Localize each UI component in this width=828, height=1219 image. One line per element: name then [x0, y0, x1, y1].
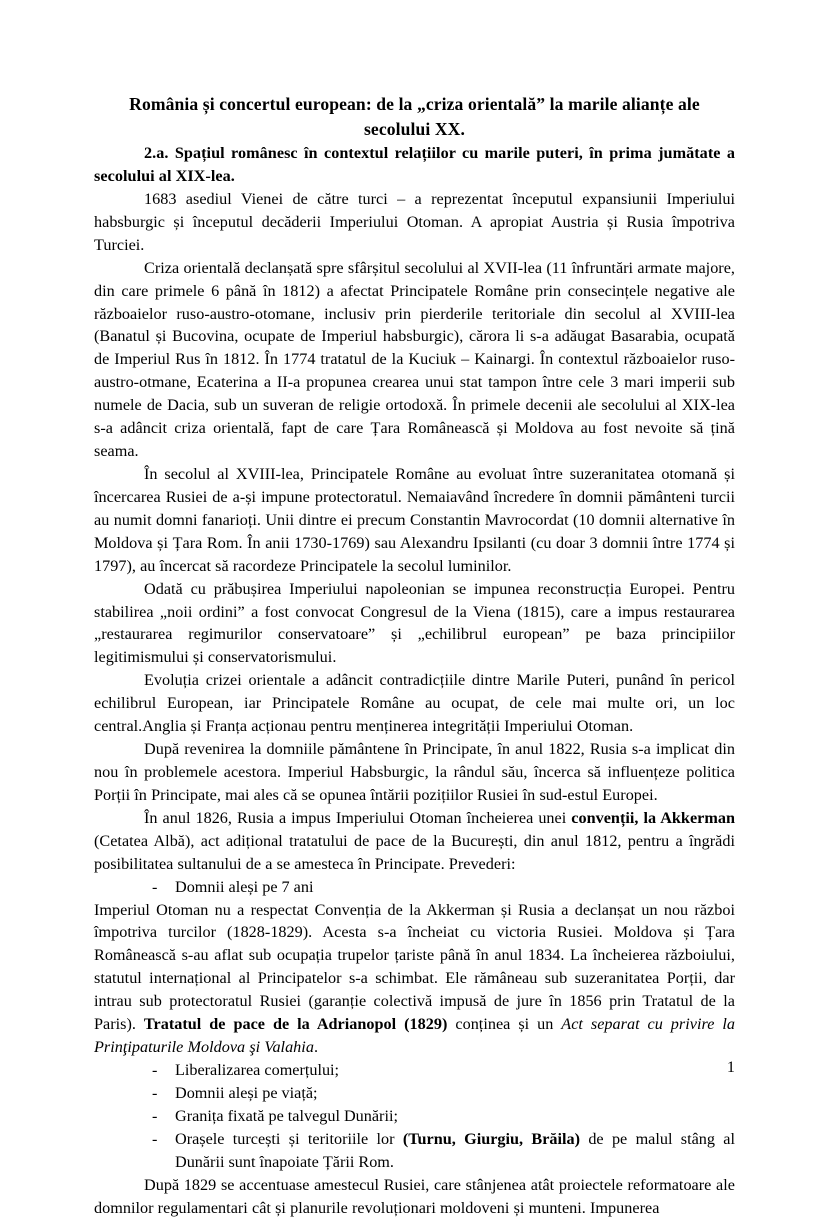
- list-item-label: Domnii aleși pe viață;: [175, 1083, 318, 1102]
- paragraph-8-bold-treaty: Tratatul de pace de la Adrianopol (1829): [143, 1015, 448, 1034]
- paragraph-7-bold-convention: convenții, la Akkerman: [571, 808, 735, 827]
- paragraph-8-text-c: .: [313, 1038, 319, 1057]
- dash-bullet-icon: -: [152, 1106, 158, 1125]
- page-title: [94, 92, 735, 142]
- list-item: [94, 876, 735, 899]
- paragraph-1: 1683 asediul Vienei de către turci – a reprezentat începutul expansiunii Imperiului habsburgic și începutul decăderii Imperiului Otoman. A apropiat Austria și Rusia împotriva Turciei.: [94, 189, 735, 254]
- list-item-label: Liberalizarea comerțului;: [175, 1060, 340, 1079]
- dash-bullet-icon: -: [152, 877, 158, 896]
- paragraph-9: După 1829 se accentuase amestecul Rusiei, care stânjenea atât proiectele reformatoare ale domnilor regulamentari cât și planurile revoluționari moldoveni și munteni. Impunerea: [94, 1175, 735, 1217]
- paragraph-7-text-a: În anul 1826, Rusia a impus Imperiului Otoman încheierea unei: [144, 808, 572, 827]
- page-number: 1: [726, 1058, 735, 1076]
- paragraph-4: Odată cu prăbușirea Imperiului napoleonian se impunea reconstrucția Europei. Pentru stabilirea „noii ordini” a fost convocat Congresul de la Viena (1815), care a impus restaurarea „restaurarea regimurilor conservatoare” și „echilibrul european” pe baza principiilor legitimismului și conservatorismului.: [94, 579, 735, 667]
- paragraph-7-text-b: (Cetatea Albă), act adițional tratatului de pace de la București, din anul 1812, pentru a îngrădi posibilitatea sultanului de a se amesteca în Principate. Prevederi:: [94, 831, 735, 873]
- paragraph-3: În secolul al XVIII-lea, Principatele Române au evoluat între suzeranitatea otomană și încercarea Rusiei de a-și impune protectoratul. Nemaiavând încredere în domnii pământeni turcii au numit domni fanarioți. Unii dintre ei precum Constantin Mavrocordat (10 domnii alternative în Moldova și Țara Rom. În anii 1730-1769) sau Alexandru Ipsilanti (cu doar 3 domnii între 1774 și 1797), au încercat să racordeze Principatele la secolul luminilor.: [94, 465, 735, 575]
- page-title-line-2: secolului XX.: [363, 118, 465, 139]
- list-item: [94, 1082, 735, 1105]
- section-heading: 2.a. Spațiul românesc în contextul relațiilor cu marile puteri, în prima jumătate a secolului al XIX-lea.: [94, 143, 735, 185]
- dash-bullet-icon: -: [152, 1060, 158, 1079]
- list-item-label: Granița fixată pe talvegul Dunării;: [175, 1106, 398, 1125]
- paragraph-2: Criza orientală declanșată spre sfârșitul secolului al XVII-lea (11 înfruntări armate majore, din care primele 6 până în 1812) a afectat Principatele Române prin consecințele negative ale războaielor ruso-austro-otomane, inclusiv prin pierderile teritoriale din secolul al XVIII-lea (Banatul și Bucovina, ocupate de Imperiul habsburgic), cărora li s-a adăugat Basarabia, ocupată de Imperiul Rus în 1812. În 1774 tratatul de la Kuciuk – Kainargi. În contextul războaielor ruso-austro-otmane, Ecaterina a II-a propunea crearea unui stat tampon între cele 3 mari imperii sub numele de Dacia, sub un suveran de religie ortodoxă. În primele decenii ale secolului al XIX-lea s-a adâncit criza orientală, fapt de care Țara Românească și Moldova au fost nevoite să țină seama.: [94, 258, 735, 461]
- list-item: [94, 1105, 735, 1128]
- dash-bullet-icon: -: [152, 1083, 158, 1102]
- paragraph-8-italic-act: Act separat cu privire la Prinţipaturile Moldova şi Valahia: [94, 1015, 735, 1057]
- list-item-label: Domnii aleși pe 7 ani: [175, 877, 314, 896]
- list-item-text-a: Orașele turcești și teritoriile lor: [175, 1129, 403, 1148]
- document-body: [94, 92, 735, 1219]
- list-item-text-b: de pe malul stâng al Dunării sunt înapoiate Țării Rom.: [175, 1129, 735, 1171]
- list-item-bold-cities: (Turnu, Giurgiu, Brăila): [402, 1129, 580, 1148]
- list-item-label: [175, 1128, 735, 1174]
- dash-bullet-icon: -: [152, 1129, 158, 1148]
- page-title-line-1: România și concertul european: de la „criza orientală” la marile alianțe ale: [129, 94, 700, 114]
- list-item: [94, 1128, 735, 1174]
- paragraph-6: După revenirea la domniile pământene în Principate, în anul 1822, Rusia s-a implicat din nou în problemele acestora. Imperiul Habsburgic, la rândul său, încerca să influențeze politica Porții în Principate, mai ales că se opunea întării pozițiilor Rusiei în sud-estul Europei.: [94, 740, 735, 804]
- paragraph-5: Evoluția crizei orientale a adâncit contradicțiile dintre Marile Puteri, punând în pericol echilibrul European, iar Principatele Române au ocupat, de cele mai multe ori, un loc central.Anglia și Franța acționau pentru menținerea integrității Imperiului Otoman.: [94, 671, 735, 736]
- paragraph-8-text-a: Imperiul Otoman nu a respectat Convenția de la Akkerman și Rusia a declanșat un nou război împotriva turcilor (1828-1829). Acesta s-a încheiat cu victoria Rusiei. Moldova și Țara Românească s-au aflat sub ocupația trupelor țariste până în anul 1834. La încheierea războiului, statutul internațional al Principatelor s-a schimbat. Ele rămâneau sub suzeranitatea Porții, dar intrau sub protectoratul Rusiei (garanție colectivă impusă de jure în 1856 prin Tratatul de la Paris).: [94, 900, 735, 1034]
- paragraph-7: [94, 807, 735, 876]
- paragraph-8: [94, 899, 735, 1059]
- paragraph-8-text-b: conținea și un: [447, 1015, 562, 1034]
